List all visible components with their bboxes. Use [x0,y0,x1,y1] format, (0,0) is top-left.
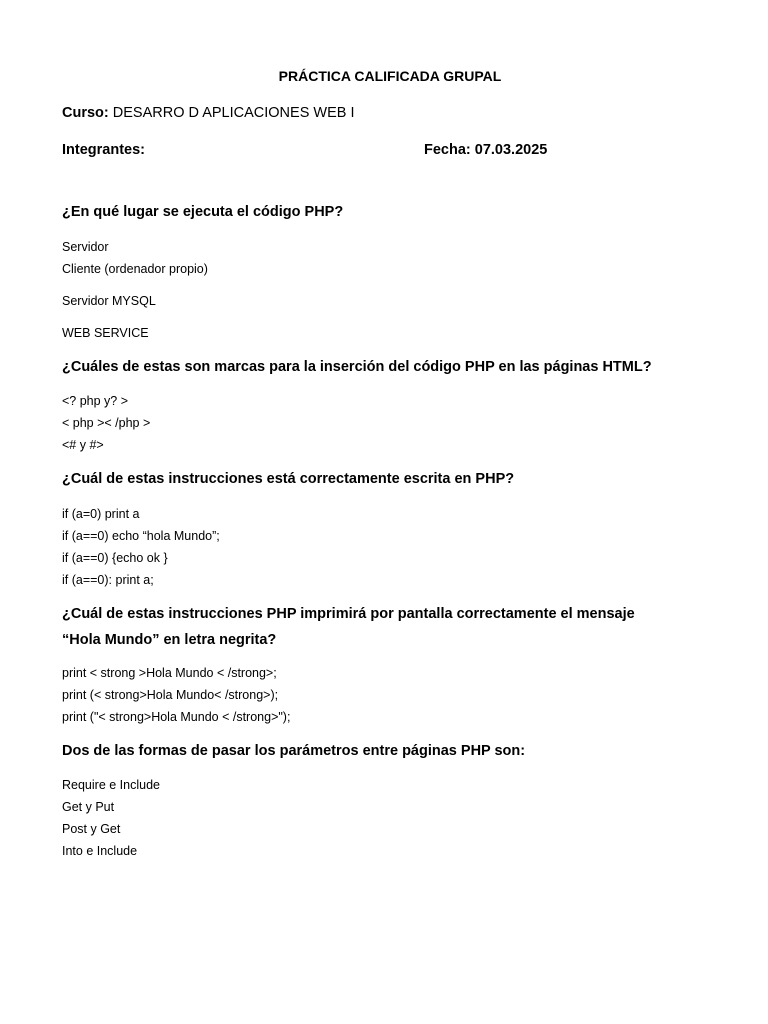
question-4-line-2: “Hola Mundo” en letra negrita? [62,632,277,648]
question-2: ¿Cuáles de estas son marcas para la inserción del código PHP en las páginas HTML? [62,359,652,375]
members-label: Integrantes: [62,142,145,158]
option: print < strong >Hola Mundo < /strong>; [62,666,277,680]
date-text: Fecha: 07.03.2025 [424,142,548,158]
option: Cliente (ordenador propio) [62,262,208,276]
option: Into e Include [62,844,138,858]
option: if (a==0) echo “hola Mundo”; [62,529,220,543]
option: print ("< strong>Hola Mundo < /strong>"); [62,710,291,724]
option: if (a==0): print a; [62,573,154,587]
option: if (a=0) print a [62,507,140,521]
course-label: Curso: [62,105,109,121]
option: <? php y? > [62,394,129,408]
course-line [62,105,355,121]
question-1-options [62,236,208,344]
option: Servidor MYSQL [62,294,156,308]
option: Servidor [62,240,109,254]
course-value: DESARRO D APLICACIONES WEB I [112,105,355,121]
question-5-options [62,774,160,862]
option: Get y Put [62,800,115,814]
option: if (a==0) {echo ok } [62,551,168,565]
question-1: ¿En qué lugar se ejecuta el código PHP? [62,204,344,220]
question-4-options [62,662,290,728]
option: print (< strong>Hola Mundo< /strong>); [62,688,279,702]
document-title: PRÁCTICA CALIFICADA GRUPAL [278,68,502,84]
option: Require e Include [62,778,160,792]
option: Post y Get [62,822,121,836]
members-line [62,142,145,158]
question-4-line-1: ¿Cuál de estas instrucciones PHP imprimirá por pantalla correctamente el mensaje [62,606,635,622]
option: < php >< /php > [62,416,151,430]
option: WEB SERVICE [62,326,149,340]
question-3-options [62,503,220,591]
option: <# y #> [62,438,104,452]
question-3: ¿Cuál de estas instrucciones está correctamente escrita en PHP? [62,471,515,487]
question-2-options [62,390,150,456]
question-5: Dos de las formas de pasar los parámetros entre páginas PHP son: [62,743,526,759]
question-4 [62,601,702,653]
